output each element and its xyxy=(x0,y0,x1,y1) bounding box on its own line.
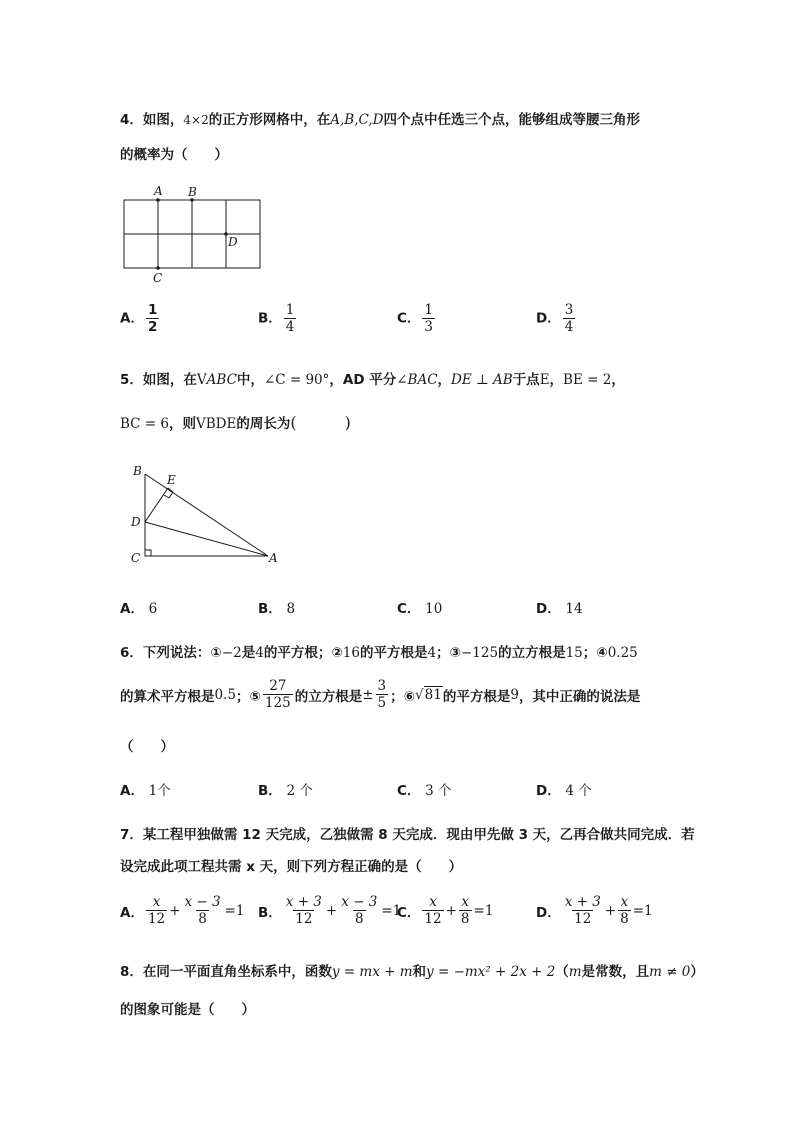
q4-option-d[interactable]: D． $\frac{3}{4}$ xyxy=(536,302,574,335)
q5-triangle-figure xyxy=(125,458,295,573)
q6-stem-line1: 6．下列说法：①−2是4的平方根；②16的平方根是4；③−125的立方根是15；④0.25 xyxy=(120,645,638,661)
label-e: E xyxy=(167,473,176,487)
q6-option-a[interactable]: A． 1个 xyxy=(120,783,171,799)
q5-stem-line1: 5．如图，在VABC中，∠C = 90°，AD 平分∠BAC，DE ⊥ AB于点E，BE = 2， xyxy=(120,372,625,388)
q7-option-d[interactable]: D． $\frac{x + 3}{12}$ + $\frac{x}{8}$ =1 xyxy=(536,894,653,927)
q7-stem-line2: 设完成此项工程共需 x 天，则下列方程正确的是（ ） xyxy=(120,859,463,875)
label-c: C xyxy=(153,271,163,285)
q5-option-c[interactable]: C． 10 xyxy=(397,601,443,617)
q6-answer-bracket: （ ） xyxy=(120,739,174,755)
q7-option-a[interactable]: A． $\frac{x}{12}$ + $\frac{x - 3}{8}$ =1 xyxy=(120,894,245,927)
q5-stem-line2: BC = 6，则VBDE的周长为( ) xyxy=(120,413,351,432)
q5-option-a[interactable]: A． 6 xyxy=(120,601,158,617)
point-c xyxy=(156,266,160,270)
q6-option-c[interactable]: C． 3 个 xyxy=(397,783,452,799)
q7-stem-line1: 7．某工程甲独做需 12 天完成，乙独做需 8 天完成．现由甲先做 3 天，乙再合做共同完成．若 xyxy=(120,827,695,843)
q6-stem-line2: 的算术平方根是 0.5 ；⑤ $\frac{27}{125}$ 的立方根是 ± $\frac{3}{5}$ ；⑥ √ 81 的平方根是 9 ，其中正确的说法是 xyxy=(120,678,641,711)
q5-option-d[interactable]: D． 14 xyxy=(536,601,583,617)
label-d: D xyxy=(228,235,238,249)
q6-option-b[interactable]: B． 2 个 xyxy=(258,783,313,799)
label-a: A xyxy=(154,184,163,198)
q4-grid-figure xyxy=(110,180,280,290)
label-a: A xyxy=(269,551,278,565)
q4-option-b[interactable]: B． $\frac{1}{4}$ xyxy=(258,302,295,335)
q4-option-c[interactable]: C． $\frac{1}{3}$ xyxy=(397,302,434,335)
label-b: B xyxy=(188,185,197,199)
q4-option-a[interactable]: A． $\frac{1}{2}$ xyxy=(120,302,158,335)
q8-stem-line1: 8．在同一平面直角坐标系中，函数y = mx + m和y = −mx² + 2x + 2（m是常数，且m ≠ 0） xyxy=(120,964,704,980)
q4-stem-line1: 4．如图，4×2的正方形网格中，在A,B,C,D四个点中任选三个点，能够组成等腰三角形 xyxy=(120,112,640,128)
q6-option-d[interactable]: D． 4 个 xyxy=(536,783,592,799)
q5-option-b[interactable]: B． 8 xyxy=(258,601,296,617)
q7-option-c[interactable]: C． $\frac{x}{12}$ + $\frac{x}{8}$ =1 xyxy=(397,894,494,927)
q7-option-b[interactable]: B． $\frac{x + 3}{12}$ + $\frac{x - 3}{8}$ =1 xyxy=(258,894,402,927)
label-c: C xyxy=(131,551,141,565)
label-d: D xyxy=(131,515,141,529)
q8-stem-line2: 的图象可能是（ ） xyxy=(120,1002,255,1018)
label-b: B xyxy=(133,464,142,478)
point-a xyxy=(156,198,160,202)
q4-stem-line2: 的概率为（ ） xyxy=(120,147,228,163)
